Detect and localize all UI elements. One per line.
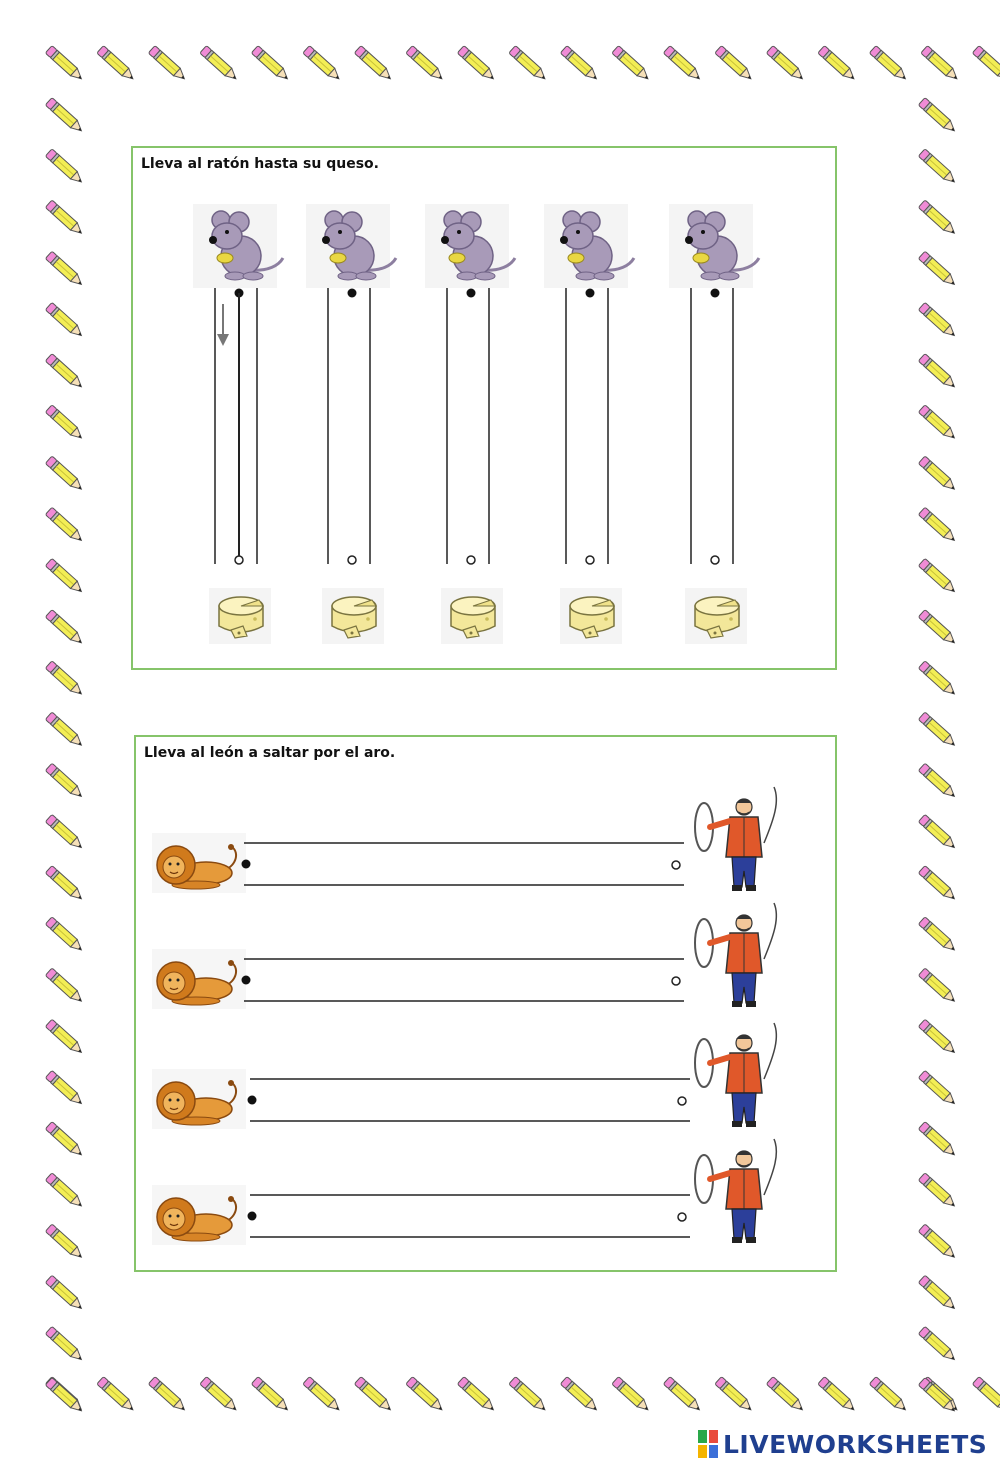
- lion-tamer-icon: [695, 787, 776, 891]
- pencil-icon: [45, 968, 84, 1005]
- pencil-icon: [148, 46, 187, 83]
- pencil-icon: [972, 46, 1000, 83]
- pencil-icon: [457, 46, 496, 83]
- pencil-icon: [918, 456, 957, 493]
- lion-icon: [152, 1069, 246, 1129]
- pencil-icon: [918, 712, 957, 749]
- mouse-icon: [669, 204, 759, 288]
- pencil-icon: [45, 1173, 84, 1210]
- pencil-icon: [918, 1019, 957, 1056]
- end-dot: [672, 861, 680, 869]
- pencil-icon: [457, 1377, 496, 1414]
- pencil-icon: [200, 46, 239, 83]
- pencil-icon: [818, 1377, 857, 1414]
- pencil-icon: [715, 1377, 754, 1414]
- pencil-icon: [918, 1224, 957, 1261]
- pencil-icon: [303, 1377, 342, 1414]
- mouse-exercise-panel: [131, 146, 837, 670]
- pencil-icon: [918, 1122, 957, 1159]
- liveworksheets-wordmark: LIVEWORKSHEETS: [723, 1429, 988, 1459]
- pencil-icon: [354, 1377, 393, 1414]
- lion-tamer-icon: [695, 1023, 776, 1127]
- liveworksheets-logo-icon: [697, 1429, 719, 1459]
- pencil-icon: [918, 968, 957, 1005]
- end-dot: [348, 556, 356, 564]
- cheese-icon: [560, 588, 622, 644]
- start-dot: [248, 1212, 257, 1221]
- pencil-icon: [303, 46, 342, 83]
- pencil-icon: [97, 46, 136, 83]
- pencil-icon: [560, 1377, 599, 1414]
- start-dot: [586, 289, 595, 298]
- mouse-track[interactable]: [447, 288, 489, 564]
- pencil-icon: [45, 405, 84, 442]
- pencil-icon: [45, 1275, 84, 1312]
- pencil-icon: [918, 558, 957, 595]
- pencil-icon: [869, 1377, 908, 1414]
- pencil-icon: [918, 1070, 957, 1107]
- pencil-icon: [560, 46, 599, 83]
- lion-tamer-icon: [695, 903, 776, 1007]
- lion-track[interactable]: [248, 1079, 691, 1121]
- mouse-tracks-area: [133, 148, 835, 668]
- start-dot: [711, 289, 720, 298]
- mouse-icon: [193, 204, 283, 288]
- pencil-icon: [45, 354, 84, 391]
- lion-exercise-panel: [134, 735, 837, 1272]
- start-dot: [348, 289, 357, 298]
- pencil-icon: [918, 302, 957, 339]
- pencil-icon: [921, 46, 960, 83]
- mouse-track[interactable]: [691, 288, 733, 564]
- pencil-icon: [45, 200, 84, 237]
- start-dot: [467, 289, 476, 298]
- pencil-icon: [612, 1377, 651, 1414]
- pencil-icon: [45, 1122, 84, 1159]
- lion-icon: [152, 833, 246, 893]
- pencil-icon: [918, 251, 957, 288]
- end-dot: [672, 977, 680, 985]
- liveworksheets-brand[interactable]: [697, 1428, 987, 1460]
- pencil-icon: [715, 46, 754, 83]
- cheese-icon: [322, 588, 384, 644]
- pencil-icon: [918, 814, 957, 851]
- pencil-icon: [45, 456, 84, 493]
- pencil-icon: [45, 1224, 84, 1261]
- pencil-icon: [918, 1275, 957, 1312]
- pencil-icon: [406, 46, 445, 83]
- pencil-icon: [663, 1377, 702, 1414]
- pencil-icon: [45, 558, 84, 595]
- mouse-track[interactable]: [566, 288, 608, 564]
- pencil-icon: [354, 46, 393, 83]
- pencil-icon: [45, 149, 84, 186]
- cheese-icon: [209, 588, 271, 644]
- lion-track[interactable]: [242, 959, 685, 1001]
- direction-arrow-icon: [217, 304, 229, 346]
- pencil-icon: [918, 661, 957, 698]
- pencil-icon: [918, 354, 957, 391]
- end-dot: [467, 556, 475, 564]
- pencil-icon: [612, 46, 651, 83]
- pencil-icon: [45, 712, 84, 749]
- pencil-icon: [509, 46, 548, 83]
- pencil-icon: [200, 1377, 239, 1414]
- pencil-icon: [45, 98, 84, 135]
- lion-track[interactable]: [242, 843, 685, 885]
- pencil-icon: [45, 661, 84, 698]
- pencil-icon: [45, 917, 84, 954]
- pencil-icon: [406, 1377, 445, 1414]
- mouse-icon: [544, 204, 634, 288]
- pencil-icon: [918, 1326, 957, 1363]
- pencil-icon: [45, 763, 84, 800]
- lion-tracks-area: [136, 737, 835, 1270]
- lion-exercise-instruction: Lleva al león a saltar por el aro.: [144, 745, 396, 761]
- pencil-icon: [45, 251, 84, 288]
- pencil-icon: [918, 1378, 957, 1415]
- pencil-icon: [918, 507, 957, 544]
- lion-icon: [152, 1185, 246, 1245]
- end-dot: [235, 556, 243, 564]
- pencil-icon: [45, 1326, 84, 1363]
- pencil-icon: [766, 46, 805, 83]
- pencil-icon: [869, 46, 908, 83]
- pencil-icon: [45, 507, 84, 544]
- lion-track[interactable]: [248, 1195, 691, 1237]
- pencil-icon: [251, 1377, 290, 1414]
- pencil-icon: [251, 46, 290, 83]
- pencil-icon: [45, 1070, 84, 1107]
- pencil-icon: [918, 149, 957, 186]
- pencil-icon: [45, 814, 84, 851]
- pencil-icon: [918, 98, 957, 135]
- mouse-track[interactable]: [328, 288, 370, 564]
- pencil-icon: [918, 866, 957, 903]
- pencil-icon: [918, 200, 957, 237]
- start-dot: [242, 860, 251, 869]
- pencil-icon: [972, 1377, 1000, 1414]
- pencil-icon: [918, 610, 957, 647]
- pencil-icon: [918, 1173, 957, 1210]
- pencil-icon: [97, 1377, 136, 1414]
- end-dot: [586, 556, 594, 564]
- pencil-icon: [663, 46, 702, 83]
- pencil-icon: [509, 1377, 548, 1414]
- start-dot: [242, 976, 251, 985]
- mouse-exercise-instruction: Lleva al ratón hasta su queso.: [141, 156, 379, 172]
- lion-icon: [152, 949, 246, 1009]
- pencil-icon: [918, 763, 957, 800]
- pencil-icon: [45, 46, 84, 83]
- end-dot: [678, 1213, 686, 1221]
- pencil-icon: [918, 405, 957, 442]
- pencil-icon: [918, 917, 957, 954]
- mouse-icon: [425, 204, 515, 288]
- pencil-icon: [45, 1019, 84, 1056]
- start-dot: [248, 1096, 257, 1105]
- pencil-icon: [45, 1378, 84, 1415]
- end-dot: [711, 556, 719, 564]
- lion-tamer-icon: [695, 1139, 776, 1243]
- cheese-icon: [685, 588, 747, 644]
- mouse-track[interactable]: [215, 288, 257, 564]
- pencil-icon: [766, 1377, 805, 1414]
- pencil-icon: [45, 302, 84, 339]
- pencil-icon: [45, 866, 84, 903]
- end-dot: [678, 1097, 686, 1105]
- pencil-icon: [45, 610, 84, 647]
- mouse-icon: [306, 204, 396, 288]
- cheese-icon: [441, 588, 503, 644]
- pencil-icon: [148, 1377, 187, 1414]
- pencil-icon: [818, 46, 857, 83]
